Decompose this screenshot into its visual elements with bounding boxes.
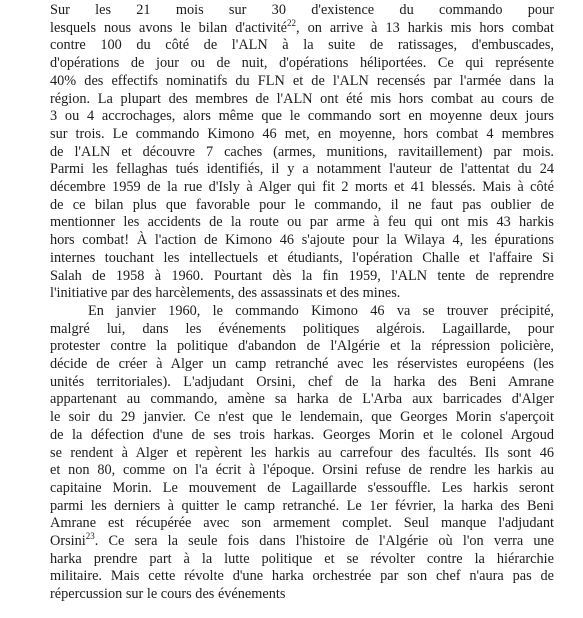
text-segment: militaire. Mais cette révolte d'une harka orchestrée par son chef n'aura pas de <box>50 568 554 585</box>
text-segment: sur trois. Le commando Kimono 46 met, en moyenne, hors combat 4 membres <box>50 125 554 142</box>
text-segment: harka prendre part à la lutte politique et se révolter contre la hiérarchie <box>50 550 554 567</box>
text-segment: de la défection d'une de ses trois harkas. Georges Morin et le colonel Argoud <box>50 426 554 443</box>
text-segment: hors combat! À l'action de Kimono 46 s'ajoute pour la Wilaya 4, les épurations <box>50 232 554 249</box>
text-segment: En janvier 1960, le commando Kimono 46 va se trouver précipité, <box>88 302 554 319</box>
text-segment: appartenant au commando, amène sa harka de L'Arba aux barricades d'Alger <box>50 391 554 408</box>
text-line <box>50 584 554 604</box>
text-segment: mentionner les accidents de la route ou par arme à feu qui ont mis 43 harkis <box>50 214 554 231</box>
text-segment: région. La plupart des membres de l'ALN ont été mis hors combat au cours de <box>50 90 554 107</box>
text-segment: répercussion sur le cours des événements <box>50 586 286 603</box>
text-segment: capitaine Morin. Le mouvement de Lagaillarde s'essouffle. Les harkis seront <box>50 479 554 496</box>
text-segment: et non 80, comme on l'a écrit à l'époque. Orsini refuse de rendre les harkis au <box>50 462 554 479</box>
text-segment: le soir du 29 janvier. Ce n'est que le lendemain, que Georges Morin s'aperçoit <box>50 409 554 426</box>
text-segment: Sur les 21 mois sur 30 d'existence du commando pour <box>50 2 554 18</box>
text-segment: Amrane est récupérée avec son armement complet. Seul manque l'adjudant <box>50 515 554 532</box>
text-segment: . Ce sera la seule fois dans l'histoire de l'Algérie où l'on verra une <box>94 533 554 549</box>
text-segment: unités territoriales). L'adjudant Orsini, chef de la harka des Beni Amrane <box>50 373 554 390</box>
text-segment: de l'ALN et découvre 7 caches (armes, munitions, ravitaillement) par mois. <box>50 143 554 160</box>
text-segment: malgré lui, dans les événements politiques algérois. Lagaillarde, pour <box>50 320 554 337</box>
text-segment: internes touchant les intellectuels et étudiants, l'opération Challe et l'affaire Si <box>50 249 554 266</box>
footnote-marker: 22 <box>287 17 297 28</box>
text-segment: Parmi les fellaghas tués identifiés, il y a notamment l'auteur de l'attentat du 24 <box>50 161 554 178</box>
text-segment: se rendent à Alger et repèrent les harkis au carrefour des facultés. Ils sont 46 <box>50 444 554 461</box>
text-segment: , on arrive à 13 harkis mis hors combat <box>296 19 555 36</box>
text-segment: parmi les derniers à quitter le camp retranché. Le 1er février, la harka des Beni <box>50 497 554 514</box>
text-segment: 3 ou 4 accrochages, alors même que le commando sort en moyenne deux jours <box>50 108 554 125</box>
text-segment: de ce bilan plus que favorable pour le commando, il ne faut pas oublier de <box>50 196 554 213</box>
text-segment: Orsini <box>50 533 86 549</box>
text-segment: lesquels nous avons le bilan d'activité <box>50 19 288 36</box>
cropped-line-bottom <box>50 612 554 618</box>
text-segment: décembre 1959 de la rue d'Isly à Alger qui fit 2 morts et 41 blessés. Mais à côté <box>50 179 554 195</box>
text-segment: 40% des effectifs nominatifs du FLN et de l'ALN recensés par l'armée dans la <box>50 72 554 89</box>
text-segment: d'opérations de jour ou de nuit, d'opérations héliportées. Ce qui représente <box>50 55 554 72</box>
footnote-marker: 23 <box>85 531 95 542</box>
text-segment: l'initiative par des harcèlements, des assassinats et des mines. <box>50 285 401 302</box>
text-segment: protester contre la politique d'abandon de l'Algérie et la répression policière, <box>50 338 554 355</box>
text-segment: contre 100 du côté de l'ALN à la suite de ratissages, d'embuscades, <box>50 37 554 54</box>
text-segment: décide de créer à Alger un camp retranché avec les réservistes européens (les <box>50 356 554 372</box>
text-segment: Salah de 1958 à 1960. Pourtant dès la fin 1959, l'ALN tente de reprendre <box>50 267 554 284</box>
